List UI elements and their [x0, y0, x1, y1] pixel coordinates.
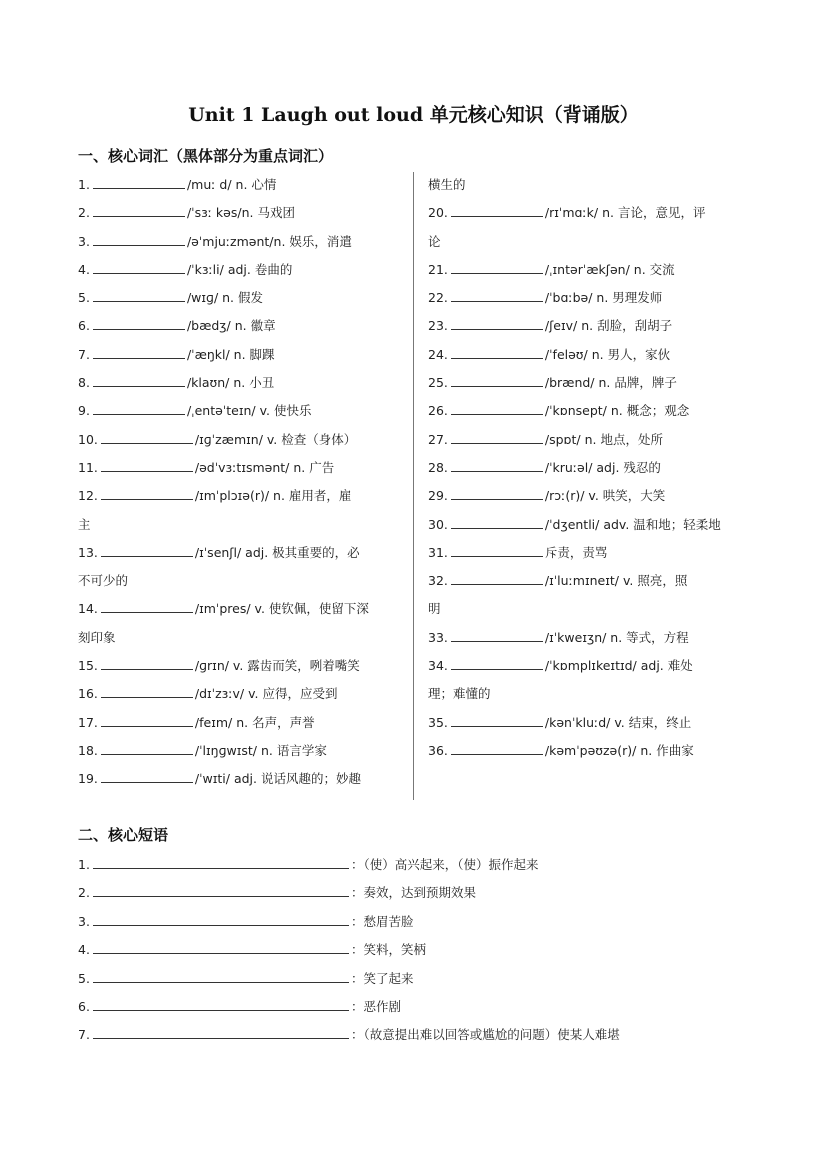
phrase-item: 7. ：（故意提出难以回答或尴尬的问题）使某人难堪: [78, 1027, 620, 1043]
vocab-item: 2. /ˈsɜː kəs/n. 马戏团: [78, 205, 295, 221]
answer-blank[interactable]: [451, 714, 543, 727]
answer-blank[interactable]: [451, 317, 543, 330]
answer-blank[interactable]: [451, 544, 543, 557]
answer-blank[interactable]: [451, 742, 543, 755]
answer-blank[interactable]: [93, 261, 185, 274]
answer-blank[interactable]: [93, 204, 185, 217]
vocab-item: 24. /ˈfeləʊ/ n. 男人，家伙: [428, 346, 671, 362]
answer-blank[interactable]: [93, 856, 349, 869]
vocab-item: 20. /rɪˈmɑːk/ n. 言论，意见，评: [428, 205, 706, 221]
vocab-item-continuation: 明: [428, 601, 441, 617]
answer-blank[interactable]: [451, 572, 543, 585]
answer-blank[interactable]: [101, 544, 193, 557]
vocab-item: 35. /kənˈkluːd/ v. 结束，终止: [428, 714, 692, 730]
answer-blank[interactable]: [93, 970, 349, 983]
vocab-item: 25. /brænd/ n. 品牌，牌子: [428, 375, 677, 391]
answer-blank[interactable]: [93, 884, 349, 897]
answer-blank[interactable]: [451, 459, 543, 472]
answer-blank[interactable]: [93, 913, 349, 926]
phrase-item: 2. ：奏效，达到预期效果: [78, 885, 476, 901]
vocab-item: 11. /ədˈvɜːtɪsmənt/ n. 广告: [78, 459, 335, 475]
vocab-item: 26. /ˈkɒnsept/ n. 概念；观念: [428, 403, 690, 419]
vocab-item: 31. 斥责，责骂: [428, 544, 608, 560]
answer-blank[interactable]: [451, 261, 543, 274]
phrase-item: 6. ：恶作剧: [78, 998, 401, 1014]
vocab-item-continuation: 论: [428, 233, 441, 249]
vocab-item: 17. /feɪm/ n. 名声，声誉: [78, 714, 315, 730]
vocab-item: 4. /ˈkɜːli/ adj. 卷曲的: [78, 261, 293, 277]
vocab-item-continuation: 不可少的: [78, 573, 129, 589]
vocab-item: 32. /ɪˈluːmɪneɪt/ v. 照亮，照: [428, 573, 688, 589]
answer-blank[interactable]: [451, 516, 543, 529]
vocab-item: 10. /ɪɡˈzæmɪn/ v. 检查（身体）: [78, 431, 357, 447]
vocab-item: 15. /ɡrɪn/ v. 露齿而笑，咧着嘴笑: [78, 658, 360, 674]
vocab-item: 27. /spɒt/ n. 地点，处所: [428, 431, 663, 447]
answer-blank[interactable]: [101, 600, 193, 613]
answer-blank[interactable]: [101, 770, 193, 783]
answer-blank[interactable]: [101, 685, 193, 698]
vocab-item: 18. /ˈlɪŋɡwɪst/ n. 语言学家: [78, 742, 327, 758]
answer-blank[interactable]: [93, 402, 185, 415]
vocab-item: 8. /klaʊn/ n. 小丑: [78, 375, 275, 391]
vocab-item: 21. /ˌɪntərˈækʃən/ n. 交流: [428, 261, 675, 277]
answer-blank[interactable]: [451, 204, 543, 217]
vocab-item-continuation: 主: [78, 516, 91, 532]
answer-blank[interactable]: [451, 346, 543, 359]
answer-blank[interactable]: [451, 289, 543, 302]
vocab-item: 6. /bædʒ/ n. 徽章: [78, 318, 276, 334]
answer-blank[interactable]: [101, 487, 193, 500]
phrase-item: 4. ：笑料，笑柄: [78, 942, 426, 958]
vocab-item-continuation: 刻印象: [78, 629, 116, 645]
phrase-item: 5. ：笑了起来: [78, 970, 414, 986]
vocab-item-continuation: 理；难懂的: [428, 686, 491, 702]
vocab-item: 1. /muː d/ n. 心情: [78, 177, 277, 192]
page-title: Unit 1 Laugh out loud 单元核心知识（背诵版）: [188, 104, 639, 126]
answer-blank[interactable]: [93, 289, 185, 302]
column-divider: [413, 172, 414, 800]
answer-blank[interactable]: [93, 941, 349, 954]
vocabulary-column-right: [428, 171, 754, 765]
vocab-item: 23. /ʃeɪv/ n. 刮脸，刮胡子: [428, 318, 673, 334]
answer-blank[interactable]: [451, 402, 543, 415]
answer-blank[interactable]: [93, 998, 349, 1011]
phrase-item: 3. ：愁眉苦脸: [78, 913, 414, 929]
phrase-item: 1. ：（使）高兴起来，（使）振作起来: [78, 857, 539, 872]
answer-blank[interactable]: [451, 629, 543, 642]
vocab-item: 16. /dɪˈzɜːv/ v. 应得，应受到: [78, 686, 338, 702]
vocab-item: 5. /wɪɡ/ n. 假发: [78, 290, 264, 306]
vocab-item: 12. /ɪmˈplɔɪə(r)/ n. 雇用者，雇: [78, 488, 352, 504]
answer-blank[interactable]: [101, 431, 193, 444]
vocab-item: 3. /əˈmjuːzmənt/n. 娱乐，消遣: [78, 233, 352, 249]
vocab-item: 29. /rɔː(r)/ v. 哄笑，大笑: [428, 488, 666, 504]
vocab-item: 28. /ˈkruːəl/ adj. 残忍的: [428, 459, 661, 475]
vocab-item-continuation: 横生的: [428, 177, 466, 192]
vocab-item: 30. /ˈdʒentli/ adv. 温和地；轻柔地: [428, 516, 721, 532]
vocab-item: 36. /kəmˈpəʊzə(r)/ n. 作曲家: [428, 742, 694, 758]
answer-blank[interactable]: [93, 233, 185, 246]
section-heading-vocabulary: 一、核心词汇（黑体部分为重点词汇）: [78, 147, 334, 165]
answer-blank[interactable]: [93, 374, 185, 387]
answer-blank[interactable]: [451, 487, 543, 500]
answer-blank[interactable]: [451, 657, 543, 670]
section-heading-phrases: 二、核心短语: [78, 826, 169, 844]
answer-blank[interactable]: [101, 459, 193, 472]
vocab-item: 14. /ɪmˈpres/ v. 使钦佩，使留下深: [78, 601, 369, 617]
answer-blank[interactable]: [101, 714, 193, 727]
answer-blank[interactable]: [93, 317, 185, 330]
phrase-list: [78, 851, 620, 1050]
answer-blank[interactable]: [93, 346, 185, 359]
vocab-item: 22. /ˈbɑːbə/ n. 男理发师: [428, 290, 663, 306]
answer-blank[interactable]: [101, 657, 193, 670]
answer-blank[interactable]: [93, 1026, 349, 1039]
vocab-item: 13. /ɪˈsenʃl/ adj. 极其重要的，必: [78, 544, 360, 560]
vocab-item: 34. /ˈkɒmplɪkeɪtɪd/ adj. 难处: [428, 658, 693, 674]
answer-blank[interactable]: [451, 431, 543, 444]
answer-blank[interactable]: [101, 742, 193, 755]
vocab-item: 33. /ɪˈkweɪʒn/ n. 等式，方程: [428, 629, 689, 645]
answer-blank[interactable]: [93, 176, 185, 189]
vocab-item: 7. /ˈæŋkl/ n. 脚踝: [78, 346, 275, 362]
vocab-item: 19. /ˈwɪti/ adj. 说话风趣的；妙趣: [78, 771, 361, 787]
answer-blank[interactable]: [451, 374, 543, 387]
vocabulary-column-left: [78, 171, 400, 794]
vocab-item: 9. /ˌentəˈteɪn/ v. 使快乐: [78, 403, 312, 419]
